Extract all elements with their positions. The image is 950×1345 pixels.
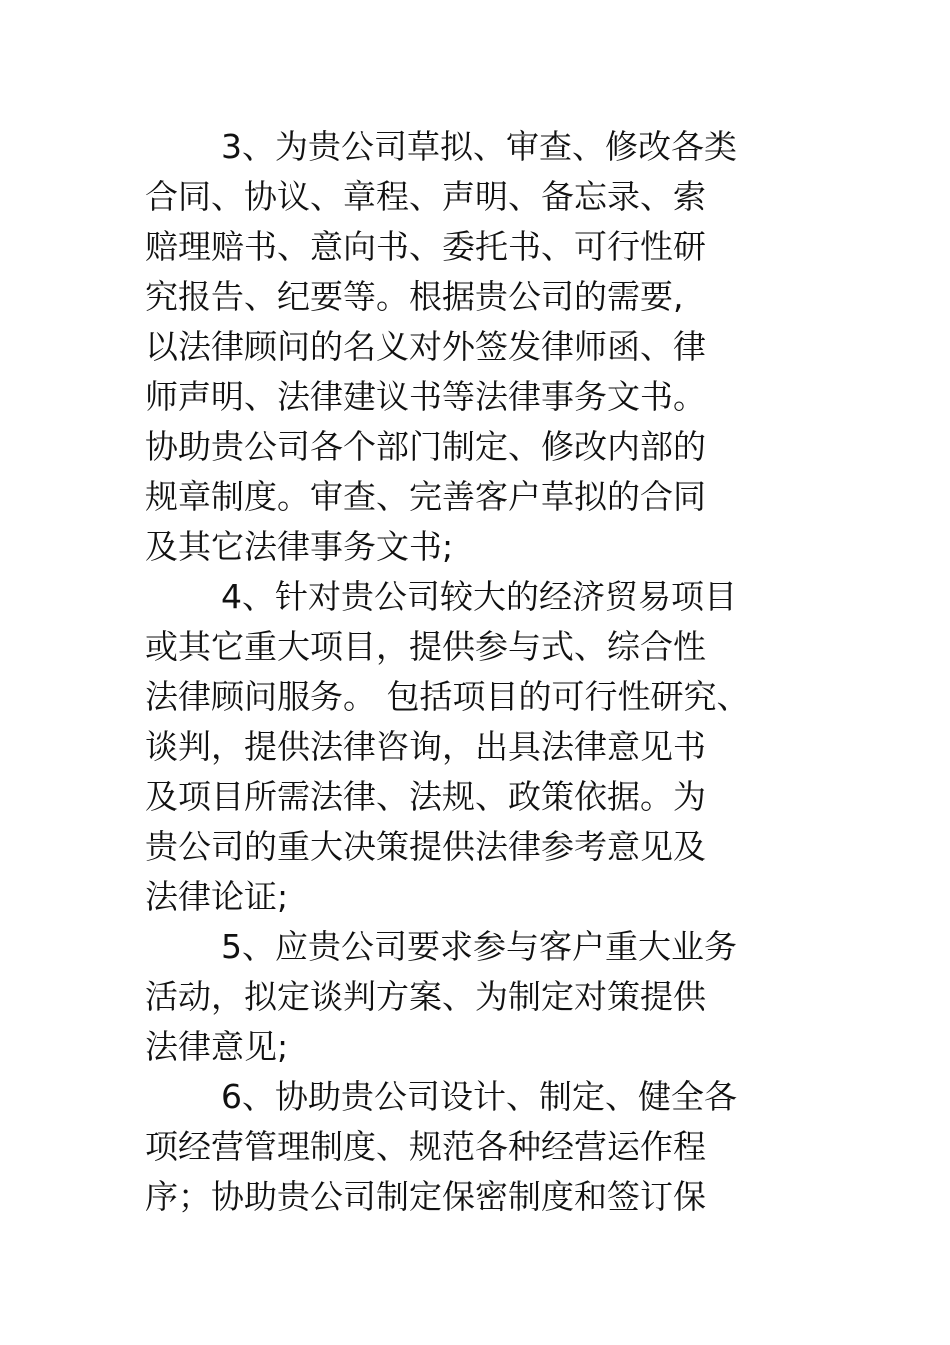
paragraph-4-line-1: 4、针对贵公司较大的经济贸易项目 — [221, 577, 737, 616]
paragraph-3-line-9: 及其它法律事务文书; — [145, 527, 454, 566]
paragraph-3-line-5: 以法律顾问的名义对外签发律师函、律 — [145, 327, 706, 366]
paragraph-4-line-4: 谈判，提供法律咨询，出具法律意见书 — [145, 727, 706, 766]
paragraph-4-line-3: 法律顾问服务。 包括项目的可行性研究、 — [145, 677, 750, 716]
paragraph-6-line-3: 序；协助贵公司制定保密制度和签订保 — [145, 1177, 706, 1216]
paragraph-4-line-5: 及项目所需法律、法规、政策依据。为 — [145, 777, 706, 816]
paragraph-4-line-2: 或其它重大项目，提供参与式、综合性 — [145, 627, 706, 666]
paragraph-3-line-2: 合同、协议、章程、声明、备忘录、索 — [145, 177, 706, 216]
paragraph-5-line-1: 5、应贵公司要求参与客户重大业务 — [221, 927, 737, 966]
paragraph-3-line-7: 协助贵公司各个部门制定、修改内部的 — [145, 427, 706, 466]
paragraph-3-line-3: 赔理赔书、意向书、委托书、可行性研 — [145, 227, 706, 266]
paragraph-6-line-2: 项经营管理制度、规范各种经营运作程 — [145, 1127, 706, 1166]
paragraph-3-line-1: 3、为贵公司草拟、审查、修改各类 — [221, 127, 737, 166]
paragraph-6-line-1: 6、协助贵公司设计、制定、健全各 — [221, 1077, 737, 1116]
paragraph-4-line-6: 贵公司的重大决策提供法律参考意见及 — [145, 827, 706, 866]
paragraph-3-line-6: 师声明、法律建议书等法律事务文书。 — [145, 377, 706, 416]
paragraph-3-line-8: 规章制度。审查、完善客户草拟的合同 — [145, 477, 706, 516]
paragraph-5-line-3: 法律意见; — [145, 1027, 289, 1066]
paragraph-3-line-4: 究报告、纪要等。根据贵公司的需要, — [145, 277, 684, 316]
body-text — [145, 122, 805, 1222]
paragraph-4-line-7: 法律论证; — [145, 877, 289, 916]
paragraph-5-line-2: 活动，拟定谈判方案、为制定对策提供 — [145, 977, 706, 1016]
